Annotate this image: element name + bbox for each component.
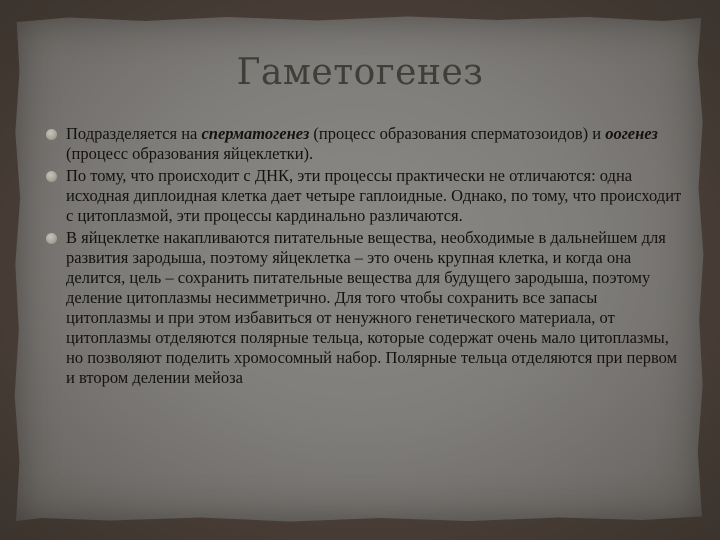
term-oogenesis: оогенез bbox=[605, 124, 658, 143]
bullet-1-text-c: (процесс образования яйцеклетки). bbox=[66, 144, 314, 163]
bullet-dot-icon bbox=[46, 233, 57, 244]
bullet-item-1 bbox=[46, 124, 686, 164]
bullet-item-2 bbox=[46, 166, 686, 226]
bullet-list bbox=[46, 124, 686, 390]
bullet-dot-icon bbox=[46, 171, 57, 182]
bullet-2-text: По тому, что происходит с ДНК, эти процессы практически не отличаются: одна исходная диплоидная клетка дает четыре гаплоидные. Однако, по тому, что происходит с цитоплазмой, эти процессы кардинально различаются. bbox=[66, 166, 682, 225]
bullet-3-text: В яйцеклетке накапливаются питательные вещества, необходимые в дальнейшем для развития зародыша, поэтому яйцеклетка – это очень крупная клетка, и когда она делится, цель – сохранить питательные вещества для будущего зародыша, поэтому деление цитоплазмы несимметрично. Для того чтобы сохранить все запасы цитоплазмы и при этом избавиться от ненужного генетического материала, от цитоплазмы отделяются полярные тельца, которые содержат очень мало цитоплазмы, но позволяют поделить хромосомный набор. Полярные тельца отделяются при первом и втором делении мейоза bbox=[66, 228, 678, 387]
bullet-item-3 bbox=[46, 228, 686, 388]
term-spermatogenesis: сперматогенез bbox=[201, 124, 310, 143]
bullet-1-text-a: Подразделяется на bbox=[66, 124, 202, 143]
slide-title: Гаметогенез bbox=[236, 52, 484, 93]
bullet-dot-icon bbox=[46, 129, 57, 140]
bullet-1-text-b: (процесс образования сперматозоидов) и bbox=[309, 124, 606, 143]
